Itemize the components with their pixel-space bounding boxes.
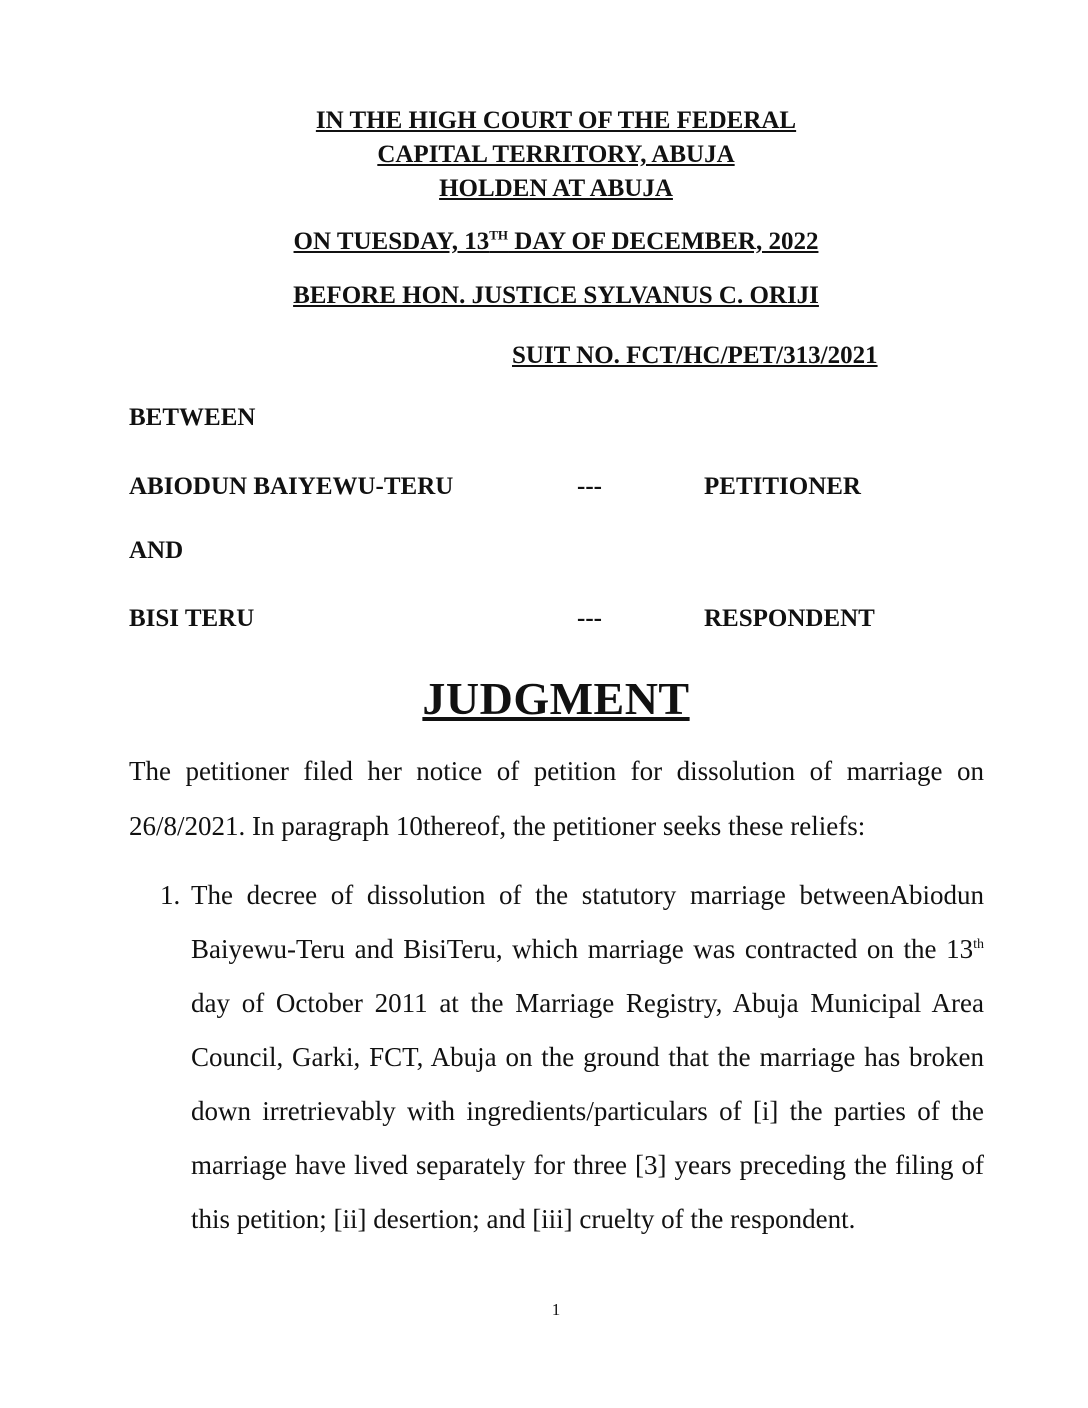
respondent-role: RESPONDENT [704, 605, 875, 632]
and-label: AND [129, 537, 184, 564]
petitioner-dash: --- [577, 473, 602, 500]
judgment-title: JUDGMENT [422, 673, 690, 724]
court-heading-line-3: HOLDEN AT ABUJA [439, 175, 673, 202]
respondent-name: BISI TERU [129, 605, 255, 632]
hearing-date [0, 228, 1088, 256]
relief-number: 1. [160, 880, 181, 910]
petitioner-role: PETITIONER [704, 473, 861, 500]
court-heading-line-1: IN THE HIGH COURT OF THE FEDERAL [315, 107, 797, 134]
hearing-date-ordinal: TH [489, 227, 509, 243]
relief-text-before: The decree of dissolution of the statutory marriage betweenAbiodun Baiyewu-Teru and BisiTeru, which marriage was contracted on the 13 [191, 880, 984, 964]
between-label: BETWEEN [129, 404, 256, 431]
petitioner-name: ABIODUN BAIYEWU-TERU [129, 473, 454, 500]
page-number: 1 [551, 1300, 561, 1319]
suit-number: SUIT NO. FCT/HC/PET/313/2021 [512, 342, 878, 369]
relief-list [129, 868, 984, 1246]
presiding-judge: BEFORE HON. JUSTICE SYLVANUS C. ORIJI [293, 282, 819, 309]
court-heading [0, 104, 1088, 206]
relief-text [191, 868, 984, 1246]
relief-ordinal: th [973, 937, 984, 952]
respondent-dash: --- [577, 605, 602, 632]
court-heading-line-2: CAPITAL TERRITORY, ABUJA [377, 141, 735, 168]
relief-text-after: day of October 2011 at the Marriage Registry, Abuja Municipal Area Council, Garki, FCT, Abuja on the ground that the marriage has broken down irretrievably with ingredients/particulars of [i] the parties of the marriage have lived separately for three [3] years preceding the filing of this petition; [ii] desertion; and [iii] cruelty of the respondent. [191, 988, 984, 1234]
hearing-date-suffix: DAY OF DECEMBER, 2022 [508, 228, 819, 255]
hearing-date-prefix: ON TUESDAY, 13 [293, 228, 490, 255]
intro-paragraph: The petitioner filed her notice of petition for dissolution of marriage on 26/8/2021. In paragraph 10thereof, the petitioner seeks these reliefs: [129, 756, 984, 841]
